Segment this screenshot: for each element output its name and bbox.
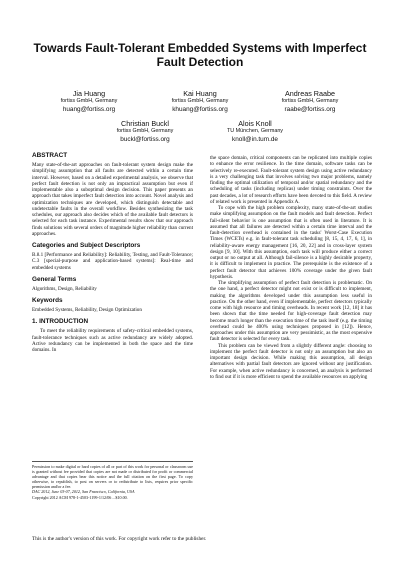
author-email: huang@fortiss.org: [62, 106, 116, 113]
author-email: buckl@fortiss.org: [120, 136, 170, 143]
author-block: [200, 119, 310, 144]
author-block: [255, 89, 365, 114]
permission-text: Permission to make digital or hard copies of all or part of this work for personal or classroom use is granted without fee provided that copies are not made or distributed for profit or commercial advantage and that copies bear this notice and the full citation on the first page. To copy otherwise, to republish, to post on servers or to redistribute to lists, requires prior specific permission and/or a fee.: [32, 464, 193, 490]
paper-title: Towards Fault-Tolerant Embedded Systems with Imperfect Fault Detection: [33, 41, 367, 69]
author-email: khuang@fortiss.org: [172, 106, 228, 113]
copyright-line: Copyright 2012 ACM 978-1-4503-1199-1/12/06 ...$10.00.: [32, 494, 128, 500]
categories-text: B.8.1 [Performance and Reliability]: Reliability, Testing, and Fault-Tolerance; C.3 [special-purpose and application-based systems]: Real-time and embedded systems: [32, 252, 193, 271]
author-block: [34, 89, 144, 114]
author-block: [90, 119, 200, 144]
abstract-heading: ABSTRACT: [32, 152, 68, 159]
keywords-text: Embedded Systems, Reliability, Design Optimization: [32, 307, 142, 313]
author-affiliation: fortiss GmbH, Germany: [281, 98, 339, 104]
paragraph: The simplifying assumption of perfect fault detection is problematic. On the one hand, a perfect detector might not exist or is difficult to implement, making the algorithms developed under this assumption less useful in practice. On the other hand, even if implementable, perfect detectors typically come with high resource and timing overheads. In recent work [12, 18] it has been shown that the time needed for high-coverage fault detection may become much longer than the execution time of the task itself (e.g. the timing overhead could be 400% using techniques proposed in [12]). Hence, approaches under this assumption are very pessimistic, as the most expensive fault detector is selected for every task.: [210, 280, 372, 343]
paragraph: the space domain, critical components can be replicated into multiple copies to enhance the error resilience. In the time domain, software tasks can be selectively re-executed. Fault-tolerant system design using active redundancy is a very challenging task that involves solving two major problems, namely finding the optimal utilization of temporal and/or spatial redundancy and the scheduling of tasks (including replicas) under timing constraints. Over the past decades, a lot of research efforts have been devoted to this field. A review of related work is presented in Appendix A.: [210, 155, 372, 205]
author-affiliation: fortiss GmbH, Germany: [116, 128, 174, 134]
introduction-text: To meet the reliability requirements of safety-critical embedded systems, fault-tolerance techniques such as active redundancy are widely adopted. Active redundancy can be implemented in both the space and the time domains. In: [32, 328, 193, 353]
permission-notice: [32, 461, 193, 500]
author-block: [145, 89, 255, 114]
author-name: Jia Huang: [72, 89, 106, 98]
author-name: Alois Knoll: [238, 119, 272, 128]
right-column: [210, 155, 372, 380]
general-terms-heading: General Terms: [32, 275, 77, 283]
keywords-heading: Keywords: [32, 297, 63, 304]
author-affiliation: fortiss GmbH, Germany: [60, 98, 118, 104]
paragraph: To cope with the high problem complexity, many state-of-the-art studies make simplifying assumption on the fault models and fault detection. Perfect fail-silent behavior is one assumption that is often used in literature. It is assumed that all failures are detected within a certain time interval and the fault-detection overhead is contained in the tasks' Worst-Case Execution Times (WCETs) e.g. in fault-tolerant task scheduling [8, 15, 4, 17, 6, 1], in reliability-aware energy management [16, 20, 22] and in cross-layer system design [9, 10]. With this assumption, each task will produce either a correct output or no output at all. Although fail-silence is a highly desirable property, it is difficult to implement in practice. The prerequisite is the existence of a perfect fault detector that achieves 100% coverage under the given fault hypothesis.: [210, 205, 372, 280]
author-email: raabe@fortiss.org: [284, 106, 336, 113]
introduction-heading: 1. INTRODUCTION: [32, 318, 89, 326]
general-terms-text: Algorithms, Design, Reliability: [32, 285, 97, 292]
conference-info: DAC 2012, June 03-07, 2012, San Francisco, California, USA: [32, 489, 135, 495]
author-version-footer: This is the author's version of this work. For copyright work refer to the publisher.: [32, 536, 207, 542]
author-affiliation: TU München, Germany: [226, 128, 284, 134]
abstract-text: Many state-of-the-art approaches on fault-tolerant system design make the simplifying assumption that all faults are detected within a certain time interval. However, based on a detailed experimental analysis, we observe that perfect fault detection is not only an impractical assumption but even if implementable also a suboptimal design decision. This paper presents an approach that takes imperfect fault detection into account. Novel analysis and optimization techniques are developed, which distinguish detectable and undetectable faults in the overall workflow. Besides synthesizing the task schedules, our approach also decides which of the available fault detectors is selected for each task instance. Experimental results show that our approach finds solutions with several orders of magnitude higher reliability than current approaches.: [32, 162, 193, 237]
left-column: [32, 152, 193, 353]
author-email: knoll@in.tum.de: [232, 136, 278, 143]
author-name: Kai Huang: [183, 89, 217, 98]
author-affiliation: fortiss GmbH, Germany: [171, 98, 229, 104]
author-name: Christian Buckl: [121, 119, 169, 128]
categories-heading: Categories and Subject Descriptors: [32, 242, 141, 249]
author-name: Andreas Raabe: [285, 89, 335, 98]
paragraph: This problem can be viewed from a slightly different angle: choosing to implement the perfect fault detector is not only an assumption but also an important design decision. While making this assumption, all design alternatives with partial fault detectors are ignored without any justification. For example, when active redundancy is concerned, an analysis is performed to find out if it is more efficient to spend the available resources on applying: [210, 342, 372, 380]
